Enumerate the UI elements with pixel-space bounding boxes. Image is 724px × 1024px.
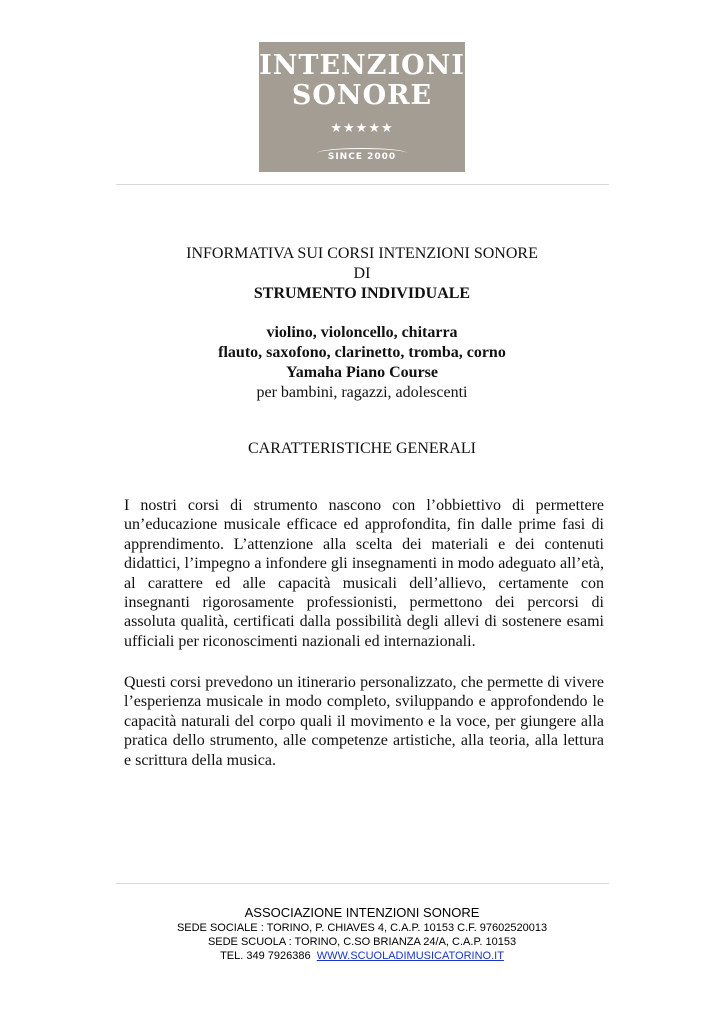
paragraph-1: I nostri corsi di strumento nascono con l’obbiettivo di permettere un’educazione musicale efficace ed approfondita, fin dalle prime fasi di apprendimento. L’attenzione alla scelta dei materiali e dei contenuti didattici, l’impegno a infondere gli insegnamenti in modo adeguato all’età, al carattere ed alle capacità musicali dell’allievo, certamente con insegnanti rigorosamente professionisti, permettono dei percorsi di assoluta qualità, certificati dalla possibilità degli allevi di sostenere esami ufficiali per riconoscimenti nazionali ed internazionali. xyxy=(124,497,604,650)
school-logo xyxy=(259,42,465,172)
footer-contacts xyxy=(0,950,724,962)
header-divider xyxy=(116,184,609,185)
footer-phone: TEL. 349 7926386 xyxy=(220,950,311,962)
logo-since: SINCE 2000 xyxy=(327,152,397,162)
footer-divider xyxy=(116,883,609,884)
logo-stars-icon: ★★★★★ xyxy=(330,120,394,135)
paragraph-2: Questi corsi prevedono un itinerario personalizzato, che permette di vivere l’esperienza musicale in modo completo, sviluppando e approfondendo le capacità naturali del corpo quali il movimento e la voce, per giungere alla pratica dello strumento, alle competenze artistiche, alla teoria, alla lettura e scrittura della musica. xyxy=(124,674,604,769)
instruments-line3: Yamaha Piano Course xyxy=(285,364,438,381)
heading-line2: DI xyxy=(353,265,371,282)
audience-line: per bambini, ragazzi, adolescenti xyxy=(256,384,468,401)
footer-registered-office: SEDE SOCIALE : TORINO, P. CHIAVES 4, C.A.P. 10153 C.F. 97602520013 xyxy=(176,922,548,934)
section-title: CARATTERISTICHE GENERALI xyxy=(248,440,476,457)
heading-line1: INFORMATIVA SUI CORSI INTENZIONI SONORE xyxy=(186,245,538,262)
instruments-line1: violino, violoncello, chitarra xyxy=(266,324,458,341)
footer-school-address: SEDE SCUOLA : TORINO, C.SO BRIANZA 24/A, C.A.P. 10153 xyxy=(207,936,517,948)
footer-association: ASSOCIAZIONE INTENZIONI SONORE xyxy=(244,905,480,920)
heading-title: STRUMENTO INDIVIDUALE xyxy=(253,285,471,302)
website-link[interactable]: WWW.SCUOLADIMUSICATORINO.IT xyxy=(316,950,504,962)
logo-title-line1: INTENZIONI xyxy=(259,50,465,81)
instruments-line2: flauto, saxofono, clarinetto, tromba, corno xyxy=(218,344,506,361)
logo-title-line2: SONORE xyxy=(291,80,433,111)
